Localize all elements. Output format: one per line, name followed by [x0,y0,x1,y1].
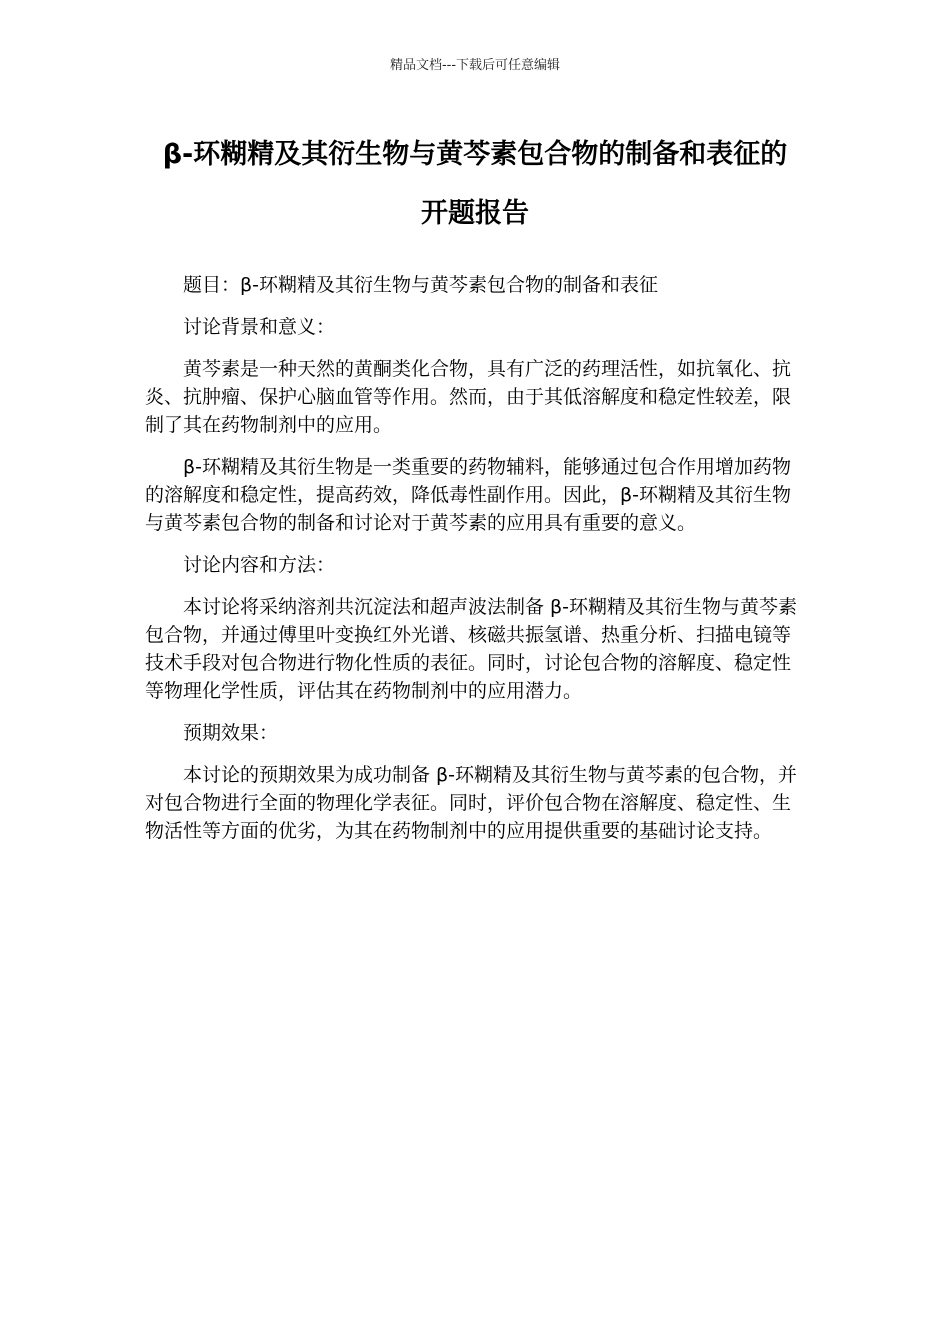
header-note: 精品文档---下载后可任意编辑 [389,58,561,73]
section-heading-expected: 预期效果： [183,722,279,744]
section-heading-background: 讨论背景和意义： [183,316,336,338]
document-body [145,271,800,845]
document-title-line-2: 开题报告 [421,198,529,229]
section-heading-methods: 讨论内容和方法： [183,554,336,576]
paragraph-expected: 本讨论的预期效果为成功制备 β-环糊精及其衍生物与黄芩素的包合物，并对包合物进行全面的物理化学表征。同时，评价包合物在溶解度、稳定性、生物活性等方面的优劣，为其在药物制剂中的应用提供重要的基础讨论支持。 [145,764,798,842]
paragraph-background-2: β-环糊精及其衍生物是一类重要的药物辅料，能够通过包合作用增加药物的溶解度和稳定性，提高药效，降低毒性副作用。因此，β-环糊精及其衍生物与黄芩素包合物的制备和讨论对于黄芩素的应用具有重要的意义。 [145,456,791,534]
paragraph-methods: 本讨论将采纳溶剂共沉淀法和超声波法制备 β-环糊精及其衍生物与黄芩素包合物，并通过傅里叶变换红外光谱、核磁共振氢谱、热重分析、扫描电镜等技术手段对包合物进行物化性质的表征。同时，讨论包合物的溶解度、稳定性等物理化学性质，评估其在药物制剂中的应用潜力。 [145,596,798,702]
topic-line: 题目：β-环糊精及其衍生物与黄芩素包合物的制备和表征 [183,274,658,296]
paragraph-background-1: 黄芩素是一种天然的黄酮类化合物，具有广泛的药理活性，如抗氧化、抗炎、抗肿瘤、保护心脑血管等作用。然而，由于其低溶解度和稳定性较差，限制了其在药物制剂中的应用。 [145,358,792,436]
document-title-line-1: β-环糊精及其衍生物与黄芩素包合物的制备和表征的 [162,139,788,170]
